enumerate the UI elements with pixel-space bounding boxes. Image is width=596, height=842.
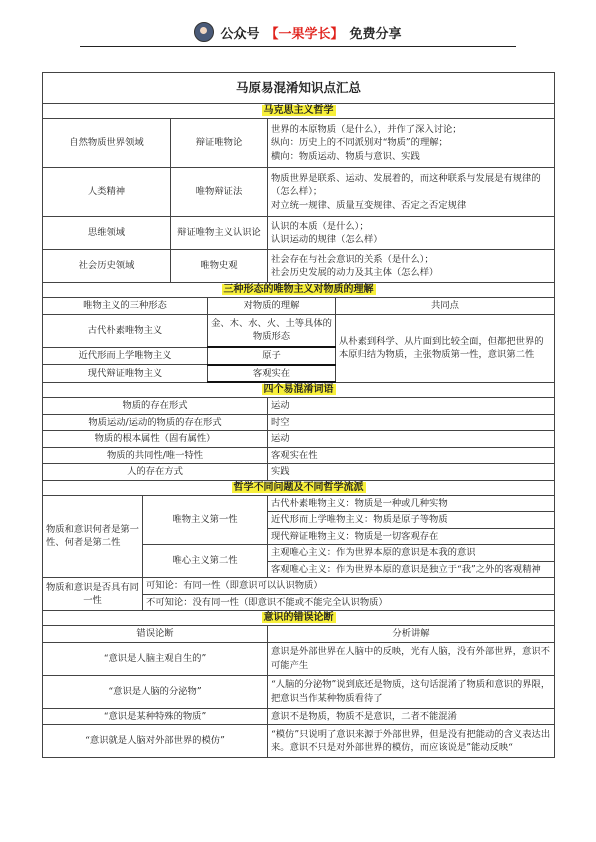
table-row bbox=[43, 675, 555, 708]
table-row bbox=[43, 398, 555, 415]
term-cell: 物质的根本属性（固有属性） bbox=[43, 431, 268, 448]
section-heading: 四个易混淆词语 bbox=[43, 382, 555, 398]
matter-cell: 原子 bbox=[208, 347, 336, 365]
section-heading: 马克思主义哲学 bbox=[43, 104, 555, 119]
view-cell: 不可知论：没有同一性（即意识不能或不能完全认识物质） bbox=[143, 594, 555, 611]
table-row bbox=[43, 708, 555, 725]
analysis-cell: 意识不是物质，物质不是意识，二者不能混淆 bbox=[268, 708, 555, 725]
table-row bbox=[43, 578, 555, 595]
page-header bbox=[0, 20, 596, 44]
column-header: 共同点 bbox=[336, 298, 555, 315]
page-title: 马原易混淆知识点汇总 bbox=[43, 73, 555, 104]
table-row bbox=[43, 495, 555, 512]
meaning-cell: 时空 bbox=[268, 414, 555, 431]
table-row bbox=[43, 250, 555, 283]
analysis-cell: “模仿”只说明了意识来源于外部世界，但是没有把能动的含义表达出来。意识不只是对外部世界的模仿，而应该说是”能动反映“ bbox=[268, 725, 555, 758]
header-prefix: 公众号 bbox=[220, 26, 260, 42]
school-cell: 唯物主义第一性 bbox=[143, 495, 268, 545]
section-heading: 哲学不同问题及不同哲学流派 bbox=[43, 480, 555, 495]
table-row bbox=[43, 431, 555, 448]
view-cell: 古代朴素唯物主义：物质是一种或几种实物 bbox=[268, 495, 555, 512]
meaning-cell: 运动 bbox=[268, 431, 555, 448]
theory-cell: 唯物史观 bbox=[171, 250, 268, 283]
table-row bbox=[43, 119, 555, 168]
desc-cell: 认识的本质（是什么）； 认识运动的规律（怎么样） bbox=[268, 217, 555, 250]
question-cell: 物质和意识是否具有同一性 bbox=[43, 578, 143, 611]
table-row bbox=[43, 414, 555, 431]
term-cell: 人的存在方式 bbox=[43, 464, 268, 481]
table-row bbox=[43, 217, 555, 250]
table-row bbox=[43, 642, 555, 675]
field-cell: 人类精神 bbox=[43, 168, 171, 217]
column-header: 错误论断 bbox=[43, 626, 268, 643]
header-rule bbox=[80, 46, 516, 47]
table-row bbox=[43, 314, 555, 347]
term-cell: 物质的共同性/唯一特性 bbox=[43, 447, 268, 464]
header-suffix: 免费分享 bbox=[349, 26, 402, 42]
view-cell: 可知论：有同一性（即意识可以认识物质） bbox=[143, 578, 555, 595]
view-cell: 主观唯心主义：作为世界本原的意识是本我的意识 bbox=[268, 545, 555, 562]
meaning-cell: 运动 bbox=[268, 398, 555, 415]
desc-cell: 物质世界是联系、运动、发展着的，而这种联系与发展是有规律的（怎么样）； 对立统一规律、质量互变规律、否定之否定规律 bbox=[268, 168, 555, 217]
table-header-row bbox=[43, 626, 555, 643]
field-cell: 思维领域 bbox=[43, 217, 171, 250]
table-row bbox=[43, 168, 555, 217]
matter-cell: 金、木、水、火、土等具体的物质形态 bbox=[208, 314, 336, 347]
table-row bbox=[43, 447, 555, 464]
analysis-cell: 意识是外部世界在人脑中的反映，光有人脑，没有外部世界，意识不可能产生 bbox=[268, 642, 555, 675]
question-cell: 物质和意识何者是第一性、何者是第二性 bbox=[43, 495, 143, 578]
school-cell: 唯心主义第二性 bbox=[143, 545, 268, 578]
field-cell: 社会历史领域 bbox=[43, 250, 171, 283]
column-header: 唯物主义的三种形态 bbox=[43, 298, 208, 315]
knowledge-table-sheet bbox=[42, 72, 554, 758]
header-brand: 【一果学长】 bbox=[265, 26, 344, 42]
column-header: 分析讲解 bbox=[268, 626, 555, 643]
view-cell: 现代辩证唯物主义：物质是一切客观存在 bbox=[268, 528, 555, 545]
meaning-cell: 客观实在性 bbox=[268, 447, 555, 464]
table-header-row bbox=[43, 298, 555, 315]
desc-cell: 世界的本原物质（是什么），并作了深入讨论； 纵向：历史上的不同派别对“物质”的理解； 横向：物质运动、物质与意识、实践 bbox=[268, 119, 555, 168]
section-heading: 意识的错误论断 bbox=[43, 611, 555, 626]
claim-cell: “意识是人脑主观自生的” bbox=[43, 642, 268, 675]
section-heading: 三种形态的唯物主义对物质的理解 bbox=[43, 283, 555, 298]
avatar-icon bbox=[194, 22, 214, 42]
knowledge-table bbox=[42, 72, 555, 758]
claim-cell: “意识是某种特殊的物质” bbox=[43, 708, 268, 725]
analysis-cell: “人脑的分泌物”说到底还是物质，这句话混淆了物质和意识的界限，把意识当作某种物质看待了 bbox=[268, 675, 555, 708]
term-cell: 物质的存在形式 bbox=[43, 398, 268, 415]
view-cell: 近代形而上学唯物主义：物质是原子等物质 bbox=[268, 512, 555, 529]
column-header: 对物质的理解 bbox=[208, 298, 336, 315]
form-cell: 现代辩证唯物主义 bbox=[43, 365, 208, 383]
form-cell: 近代形而上学唯物主义 bbox=[43, 347, 208, 365]
desc-cell: 社会存在与社会意识的关系（是什么）； 社会历史发展的动力及其主体（怎么样） bbox=[268, 250, 555, 283]
claim-cell: “意识就是人脑对外部世界的模仿” bbox=[43, 725, 268, 758]
term-cell: 物质运动/运动的物质的存在形式 bbox=[43, 414, 268, 431]
common-cell: 从朴素到科学、从片面到比较全面，但都把世界的本原归结为物质，主张物质第一性，意识第二性 bbox=[336, 314, 555, 382]
matter-cell: 客观实在 bbox=[208, 365, 336, 383]
theory-cell: 唯物辩证法 bbox=[171, 168, 268, 217]
theory-cell: 辩证唯物主义认识论 bbox=[171, 217, 268, 250]
view-cell: 客观唯心主义：作为世界本原的意识是独立于“我”之外的客观精神 bbox=[268, 561, 555, 578]
meaning-cell: 实践 bbox=[268, 464, 555, 481]
form-cell: 古代朴素唯物主义 bbox=[43, 314, 208, 347]
theory-cell: 辩证唯物论 bbox=[171, 119, 268, 168]
table-row bbox=[43, 464, 555, 481]
table-row bbox=[43, 725, 555, 758]
field-cell: 自然物质世界领域 bbox=[43, 119, 171, 168]
claim-cell: “意识是人脑的分泌物” bbox=[43, 675, 268, 708]
